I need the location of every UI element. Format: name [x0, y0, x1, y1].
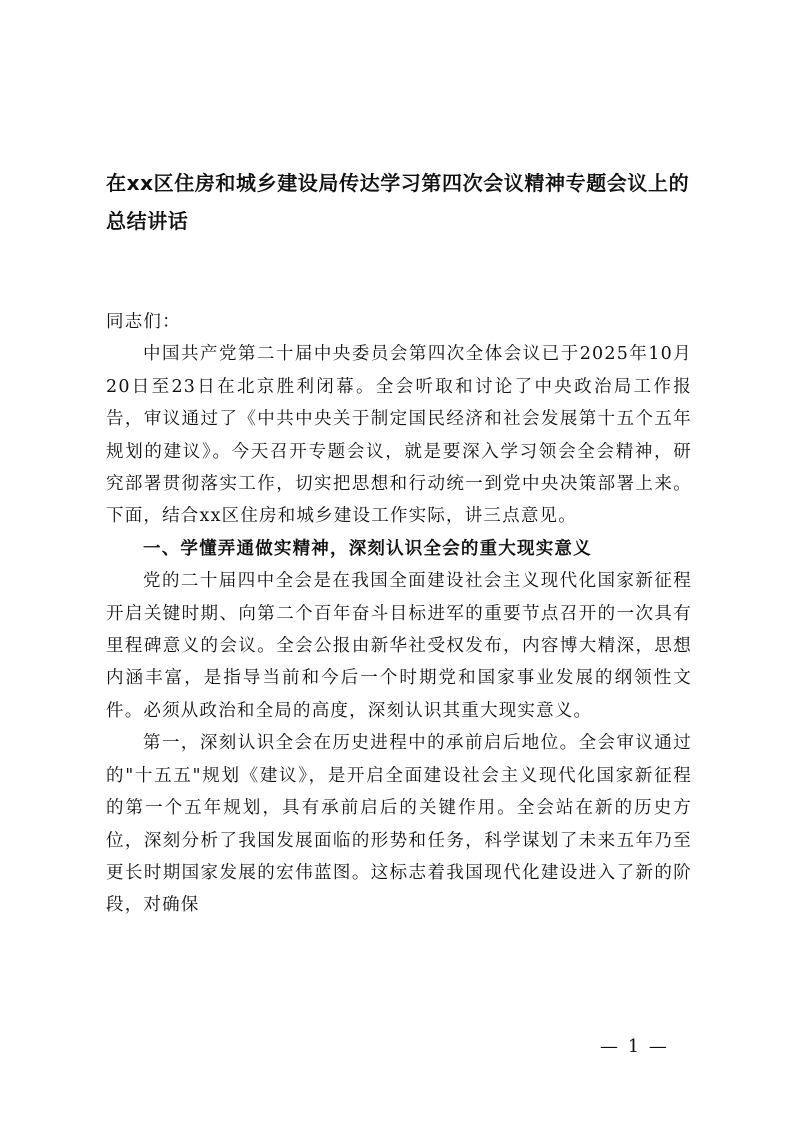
- salutation: 同志们：: [106, 312, 181, 332]
- section-one-paragraph-1: 党的二十届四中全会是在我国全面建设社会主义现代化国家新征程开启关键时期、向第二个百年奋斗目标进军的重要节点召开的一次具有里程碑意义的会议。全会公报由新华社受权发布，内容博大精深，思想内涵丰富，是指导当前和今后一个时期党和国家事业发展的纲领性文件。必须从政治和全局的高度，深刻认识其重大现实意义。: [106, 571, 692, 721]
- page-number: — 1 —: [600, 1036, 669, 1057]
- section-one-paragraph-2: 第一，深刻认识全会在历史进程中的承前启后地位。全会审议通过的"十五五"规划《建议》，是开启全面建设社会主义现代化国家新征程的第一个五年规划，具有承前启后的关键作用。全会站在新的历史方位，深刻分析了我国发展面临的形势和任务，科学谋划了未来五年乃至更长时期国家发展的宏伟蓝图。这标志着我国现代化建设进入了新的阶段，对确保: [106, 733, 692, 916]
- document-title: 在xx区住房和城乡建设局传达学习第四次会议精神专题会议上的总结讲话: [106, 171, 690, 233]
- intro-paragraph: 中国共产党第二十届中央委员会第四次全体会议已于2025年10月20日至23日在北京胜利闭幕。全会听取和讨论了中央政治局工作报告，审议通过了《中共中央关于制定国民经济和社会发展第十五个五年规划的建议》。今天召开专题会议，就是要深入学习领会全会精神，研究部署贯彻落实工作，切实把思想和行动统一到党中央决策部署上来。下面，结合xx区住房和城乡建设工作实际，讲三点意见。: [106, 344, 692, 527]
- section-one-heading: 一、学懂弄通做实精神，深刻认识全会的重大现实意义: [143, 538, 592, 559]
- document-body: [106, 306, 692, 922]
